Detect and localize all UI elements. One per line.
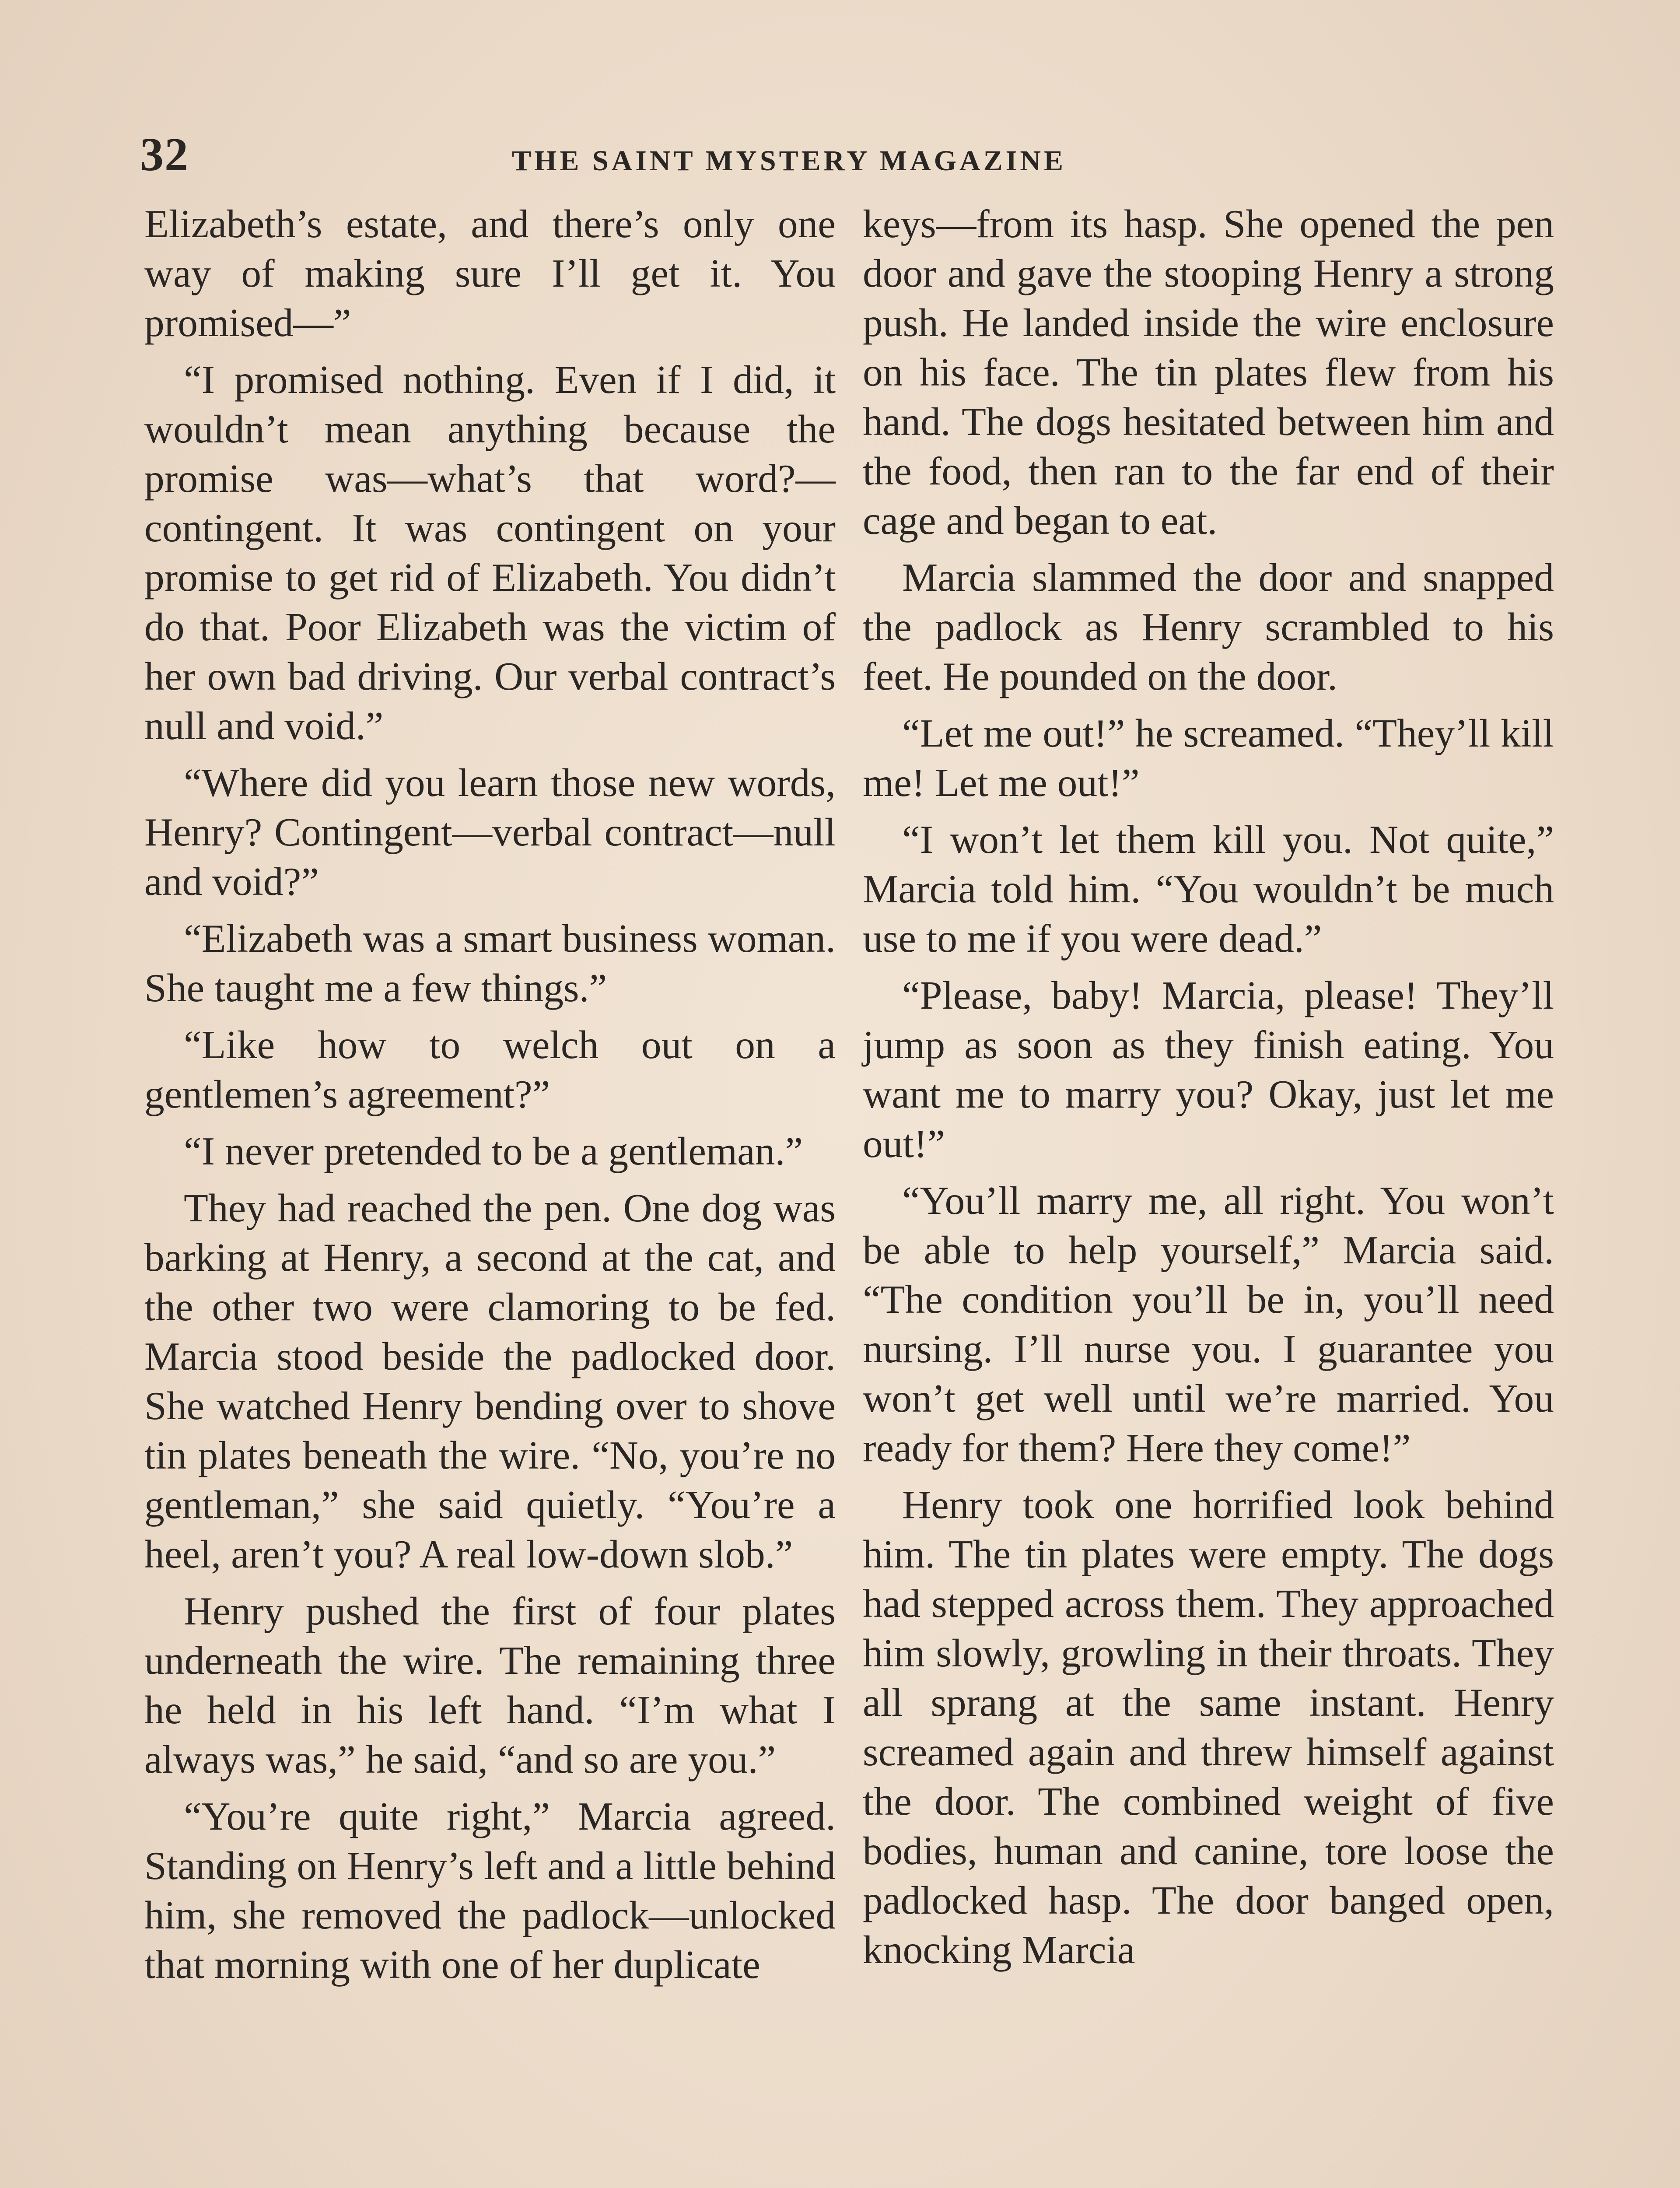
paragraph: “You’re quite right,” Marcia agreed. Standing on Henry’s left and a little behind him, she removed the padlock—unlocked that morning with one of her duplicate [144, 1794, 836, 1987]
paragraph: Marcia slammed the door and snapped the padlock as Henry scrambled to his feet. He pounded on the door. [863, 555, 1554, 698]
page-header [140, 128, 1540, 193]
paragraph: Henry pushed the first of four plates underneath the wire. The remaining three he held in his left hand. “I’m what I always was,” he said, “and so are you.” [144, 1588, 836, 1781]
paragraph: “Elizabeth was a smart business woman. She taught me a few things.” [144, 916, 836, 1010]
paragraph: Elizabeth’s estate, and there’s only one way of making sure I’ll get it. You promised—” [144, 201, 836, 345]
page-number: 32 [140, 129, 189, 181]
paragraph: “I won’t let them kill you. Not quite,” Marcia told him. “You wouldn’t be much use to me if you were dead.” [863, 817, 1554, 961]
paragraph: They had reached the pen. One dog was barking at Henry, a second at the cat, and the other two were clamoring to be fed. Marcia stood beside the padlocked door. She watched Henry bending over to shove tin plates beneath the wire. “No, you’re no gentleman,” she said quietly. “You’re a heel, aren’t you? A real low-down slob.” [144, 1185, 836, 1576]
paragraph: “Like how to welch out on a gentlemen’s agreement?” [144, 1022, 836, 1116]
paragraph: “You’ll marry me, all right. You won’t be able to help yourself,” Marcia said. “The condition you’ll be in, you’ll need nursing. I’ll nurse you. I guarantee you won’t get well until we’re married. You ready for them? Here they come!” [863, 1178, 1554, 1470]
paragraph: Henry took one horrified look behind him. The tin plates were empty. The dogs had stepped across them. They approached him slowly, growling in their throats. They all sprang at the same instant. Henry screamed again and threw himself against the door. The combined weight of five bodies, human and canine, tore loose the padlocked hasp. The door banged open, knocking Marcia [863, 1482, 1554, 1972]
right-column [863, 199, 1554, 1982]
paragraph: “I promised nothing. Even if I did, it wouldn’t mean anything because the promise was—what’s that word?—contingent. It was contingent on your promise to get rid of Elizabeth. You didn’t do that. Poor Elizabeth was the victim of her own bad driving. Our verbal contract’s null and void.” [144, 357, 836, 748]
paragraph: “Where did you learn those new words, Henry? Contingent—verbal contract—null and void?” [144, 760, 836, 904]
paragraph: keys—from its hasp. She opened the pen door and gave the stooping Henry a strong push. He landed inside the wire enclosure on his face. The tin plates flew from his hand. The dogs hesitated between him and the food, then ran to the far end of their cage and began to eat. [863, 201, 1554, 543]
paragraph: “Please, baby! Marcia, please! They’ll jump as soon as they finish eating. You want me to marry you? Okay, just let me out!” [863, 973, 1554, 1166]
paragraph: “Let me out!” he screamed. “They’ll kill me! Let me out!” [863, 711, 1554, 805]
paragraph: “I never pretended to be a gentleman.” [184, 1129, 803, 1173]
running-head: THE SAINT MYSTERY MAGAZINE [512, 145, 1067, 177]
left-column [144, 199, 836, 1997]
